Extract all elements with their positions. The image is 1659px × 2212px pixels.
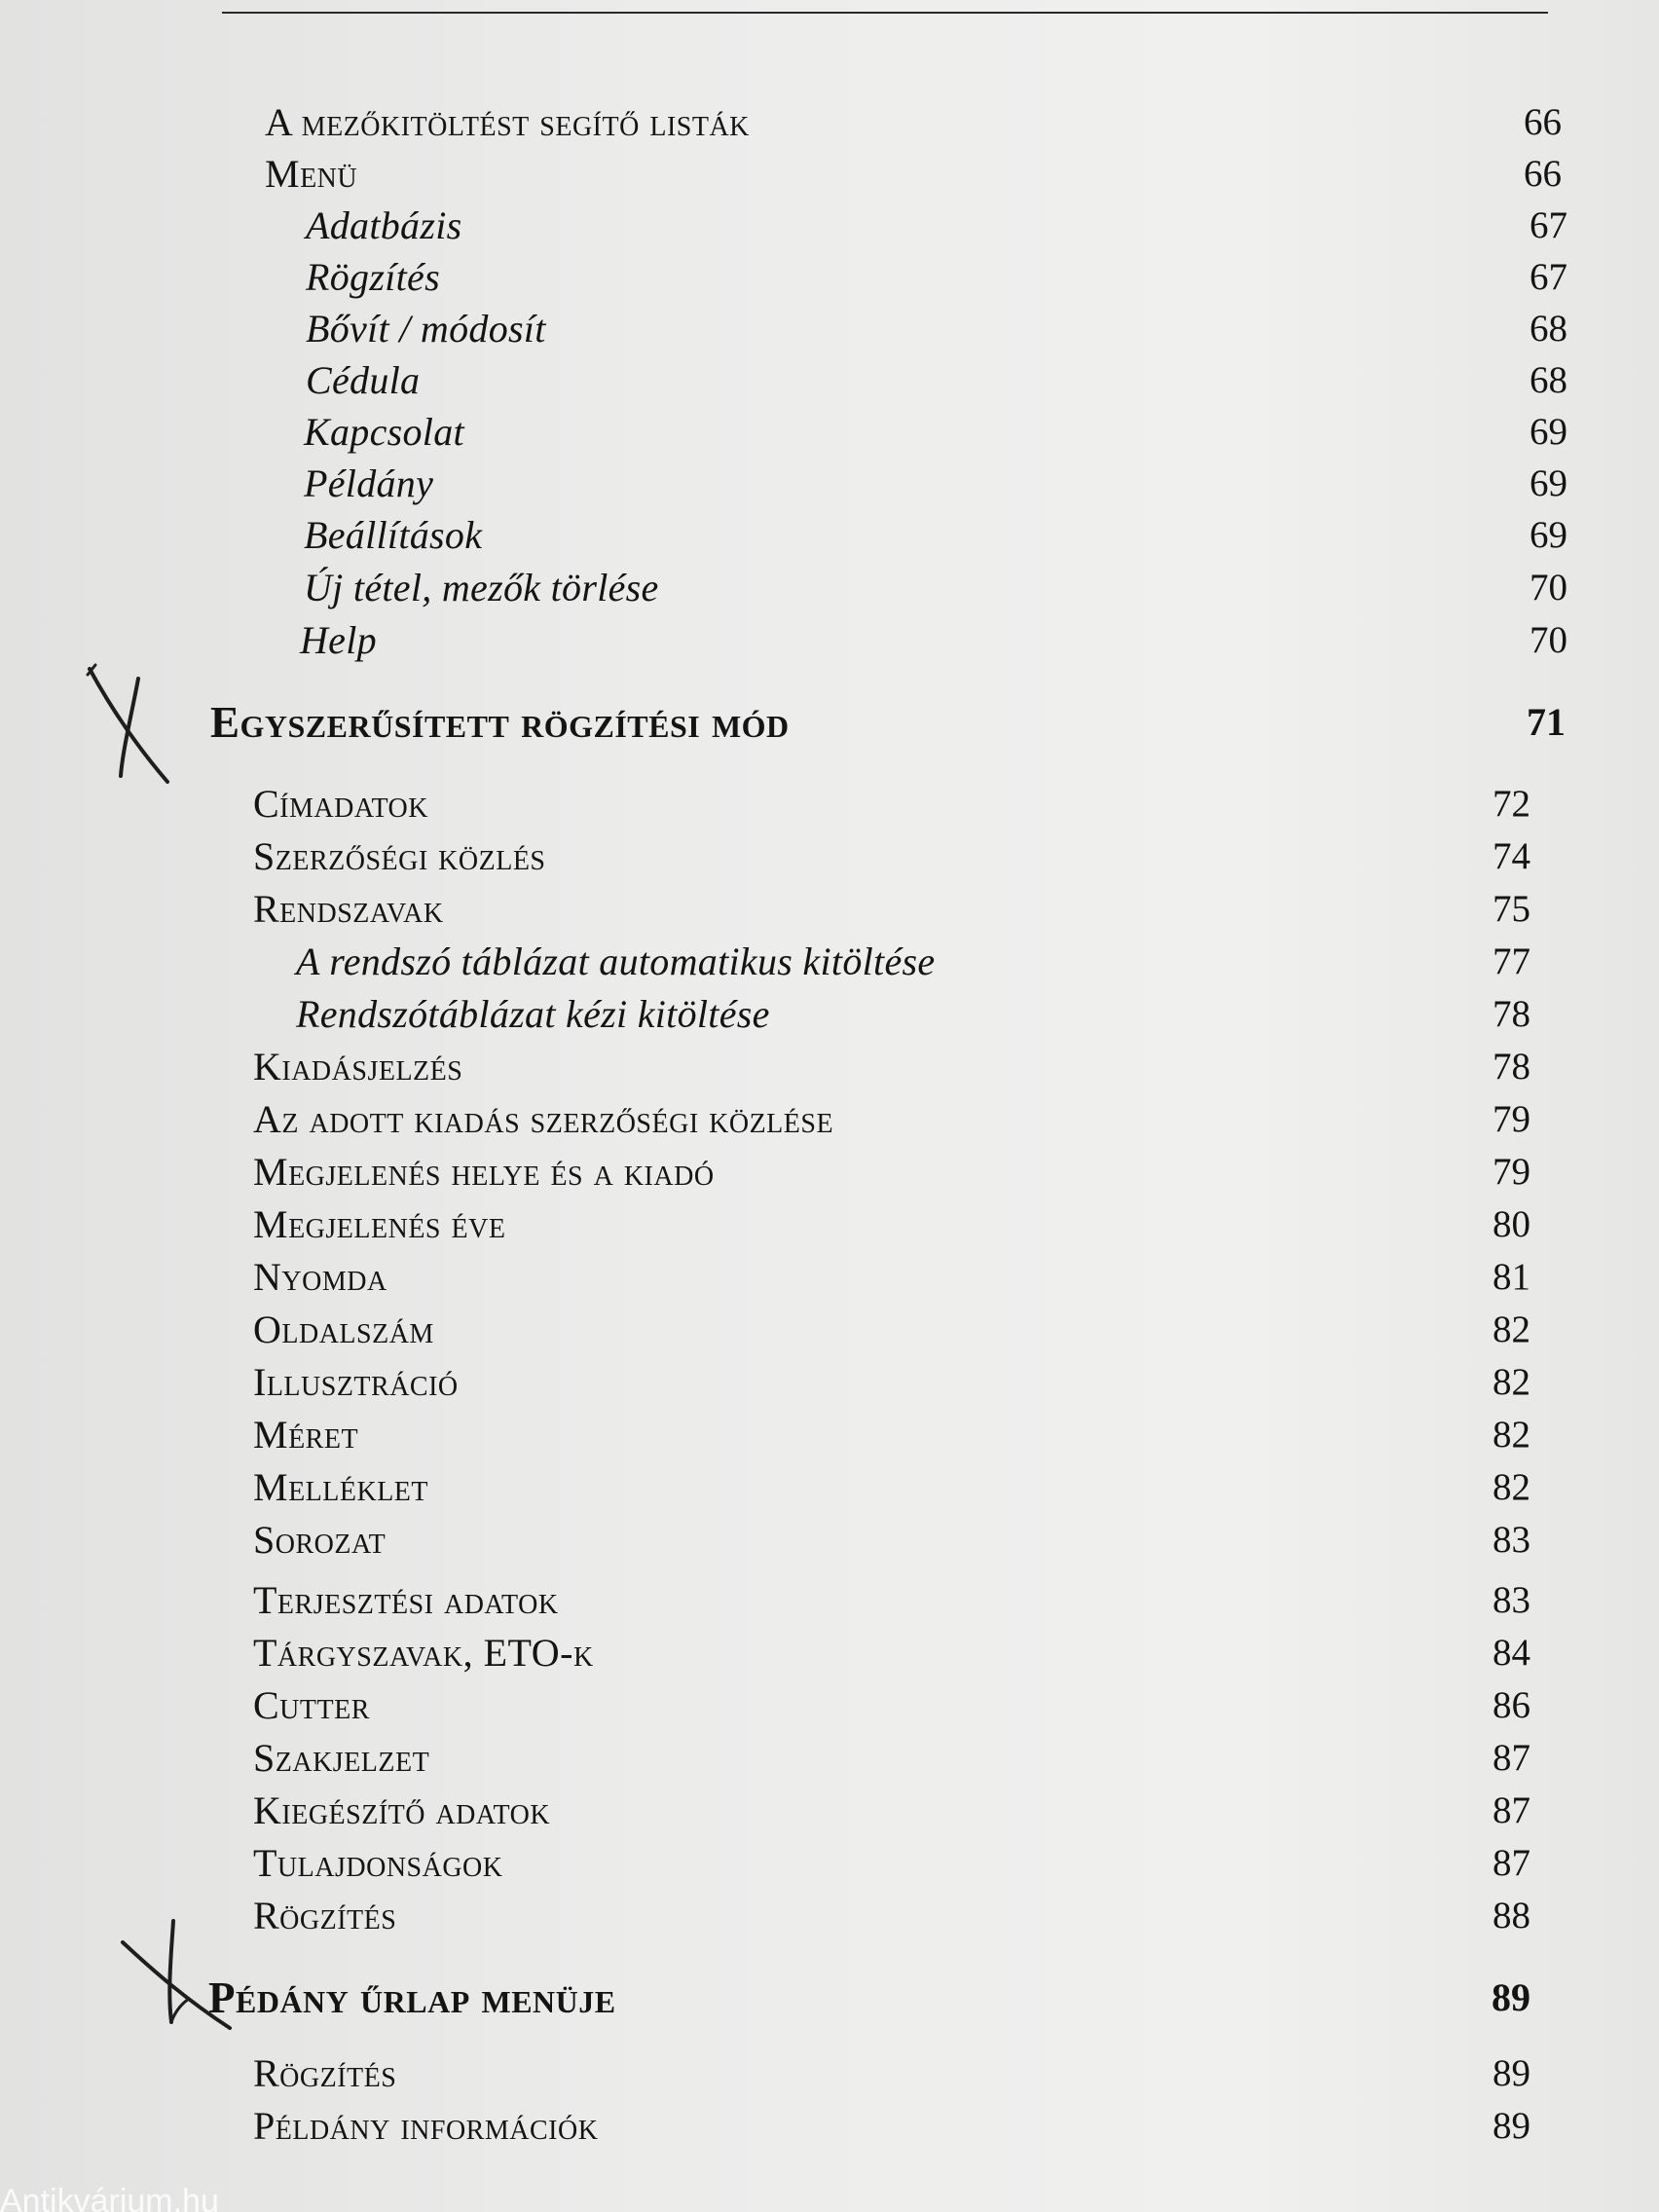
toc-entry <box>253 1891 1530 1941</box>
toc-entry-title: Beállítások <box>304 513 483 557</box>
toc-entry-page: 87 <box>1493 1789 1530 1831</box>
toc-entry-page: 82 <box>1493 1309 1530 1350</box>
watermark-text: Antikvárium.hu <box>0 2185 219 2212</box>
toc-entry-title: A mezőkitöltést segítő listák <box>265 100 750 144</box>
toc-entry <box>253 1252 1530 1303</box>
toc-entry-page: 78 <box>1493 1046 1530 1088</box>
toc-entry <box>253 1094 1530 1145</box>
toc-entry <box>253 1147 1530 1198</box>
toc-entry-page: 79 <box>1493 1151 1530 1193</box>
toc-entry-title: Rendszavak <box>253 887 444 931</box>
toc-entry <box>306 355 1567 406</box>
toc-entry <box>306 304 1567 354</box>
toc-entry-title: Rögzítés <box>253 1894 397 1937</box>
toc-entry <box>265 149 1562 200</box>
toc-section-heading <box>210 697 1566 752</box>
toc-entry <box>253 1305 1530 1355</box>
toc-entry <box>253 1680 1530 1731</box>
toc-entry-page: 82 <box>1493 1361 1530 1403</box>
toc-entry <box>253 1410 1530 1460</box>
toc-entry-page: 83 <box>1493 1519 1530 1561</box>
toc-entry-page: 88 <box>1493 1895 1530 1936</box>
toc-entry <box>304 563 1567 613</box>
toc-entry <box>253 1628 1530 1678</box>
toc-entry <box>265 97 1562 148</box>
toc-entry-title: Kiegészítő adatok <box>253 1788 551 1832</box>
toc-entry-page: 68 <box>1530 308 1567 350</box>
toc-entry <box>253 2101 1530 2152</box>
toc-entry-title: Help <box>300 618 377 662</box>
toc-entry-title: Kapcsolat <box>304 410 464 454</box>
toc-entry-page: 84 <box>1493 1632 1530 1674</box>
toc-entry-title: Melléklet <box>253 1465 429 1509</box>
toc-entry <box>253 884 1530 935</box>
toc-entry <box>304 407 1567 458</box>
toc-entry-page: 67 <box>1530 256 1567 298</box>
toc-entry-page: 70 <box>1530 619 1567 661</box>
toc-section-title: Egyszerűsített rögzítési mód <box>210 698 790 747</box>
toc-entry-page: 89 <box>1493 2105 1530 2147</box>
toc-entry-title: Cédula <box>306 358 421 402</box>
toc-entry-page: 70 <box>1530 567 1567 608</box>
toc-entry-page: 77 <box>1493 940 1530 982</box>
toc-section-page: 71 <box>1527 700 1566 744</box>
toc-entry <box>304 459 1567 509</box>
toc-entry <box>253 1462 1530 1513</box>
toc-entry-title: Megjelenés helye és a kiadó <box>253 1150 715 1194</box>
toc-entry-title: Méret <box>253 1413 359 1456</box>
toc-entry <box>253 1199 1530 1250</box>
toc-entry-page: 74 <box>1493 835 1530 877</box>
toc-entry <box>306 201 1567 251</box>
toc-entry-title: Illusztráció <box>253 1360 459 1404</box>
toc-entry-page: 69 <box>1530 462 1567 504</box>
handwritten-x-mark <box>78 657 185 793</box>
toc-entry-page: 69 <box>1530 411 1567 453</box>
toc-entry-page: 82 <box>1493 1466 1530 1508</box>
toc-section-page: 89 <box>1492 1975 1530 2019</box>
toc-entry <box>253 1733 1530 1784</box>
toc-entry-title: Tárgyszavak, ETO-k <box>253 1631 594 1675</box>
toc-entry <box>304 510 1567 561</box>
toc-entry-title: Szerzőségi közlés <box>253 834 546 878</box>
toc-entry-page: 66 <box>1524 153 1562 195</box>
toc-entry-page: 72 <box>1493 783 1530 825</box>
toc-entry <box>253 2048 1530 2099</box>
toc-entry-title: Menü <box>265 152 358 196</box>
toc-entry-page: 81 <box>1493 1256 1530 1298</box>
toc-section-heading <box>208 1972 1530 2027</box>
toc-entry <box>306 252 1567 303</box>
toc-entry <box>253 1515 1530 1566</box>
toc-entry-title: Szakjelzet <box>253 1736 430 1780</box>
toc-entry-title: Megjelenés éve <box>253 1202 506 1246</box>
toc-entry <box>300 615 1567 666</box>
toc-entry-title: Új tétel, mezők törlése <box>304 566 659 609</box>
toc-entry-title: Példány információk <box>253 2104 599 2148</box>
top-rule <box>222 12 1548 14</box>
toc-entry-page: 80 <box>1493 1203 1530 1245</box>
toc-entry-page: 79 <box>1493 1098 1530 1140</box>
toc-entry <box>253 779 1530 830</box>
toc-entry-title: Rögzítés <box>253 2051 397 2095</box>
toc-entry-page: 69 <box>1530 514 1567 556</box>
toc-section-title: Pédány űrlap menüje <box>208 1973 616 2022</box>
toc-entry <box>253 1786 1530 1836</box>
toc-entry <box>253 1357 1530 1408</box>
toc-entry-title: Az adott kiadás szerzőségi közlése <box>253 1097 834 1141</box>
toc-entry-title: Kiadásjelzés <box>253 1045 463 1088</box>
toc-entry-title: Sorozat <box>253 1518 387 1562</box>
toc-entry-title: Címadatok <box>253 782 428 826</box>
toc-entry-page: 78 <box>1493 993 1530 1035</box>
toc-entry <box>253 831 1530 882</box>
toc-entry-page: 89 <box>1493 2052 1530 2094</box>
toc-entry-title: Oldalszám <box>253 1308 434 1351</box>
toc-entry <box>253 1575 1530 1626</box>
toc-entry-title: Példány <box>304 461 434 505</box>
toc-entry <box>296 989 1530 1040</box>
toc-entry-title: Terjesztési adatok <box>253 1578 559 1622</box>
toc-entry-title: Tulajdonságok <box>253 1841 503 1885</box>
toc-entry-title: Nyomda <box>253 1255 387 1299</box>
toc-entry-page: 87 <box>1493 1842 1530 1884</box>
toc-entry-page: 82 <box>1493 1414 1530 1456</box>
toc-entry-title: Adatbázis <box>306 203 462 247</box>
toc-entry-title: Rögzítés <box>306 255 440 299</box>
toc-entry-title: Bővít / módosít <box>306 307 546 350</box>
toc-entry-page: 83 <box>1493 1579 1530 1621</box>
toc-entry-title: Cutter <box>253 1683 370 1727</box>
toc-entry-page: 87 <box>1493 1737 1530 1779</box>
toc-entry <box>253 1838 1530 1889</box>
toc-entry <box>296 937 1530 987</box>
toc-entry-page: 68 <box>1530 359 1567 401</box>
toc-entry-title: A rendszó táblázat automatikus kitöltése <box>296 940 936 983</box>
toc-entry-page: 86 <box>1493 1684 1530 1726</box>
toc-entry-page: 66 <box>1524 101 1562 143</box>
toc-entry <box>253 1042 1530 1092</box>
toc-entry-page: 67 <box>1530 204 1567 246</box>
toc-entry-title: Rendszótáblázat kézi kitöltése <box>296 992 770 1036</box>
toc-entry-page: 75 <box>1493 888 1530 930</box>
